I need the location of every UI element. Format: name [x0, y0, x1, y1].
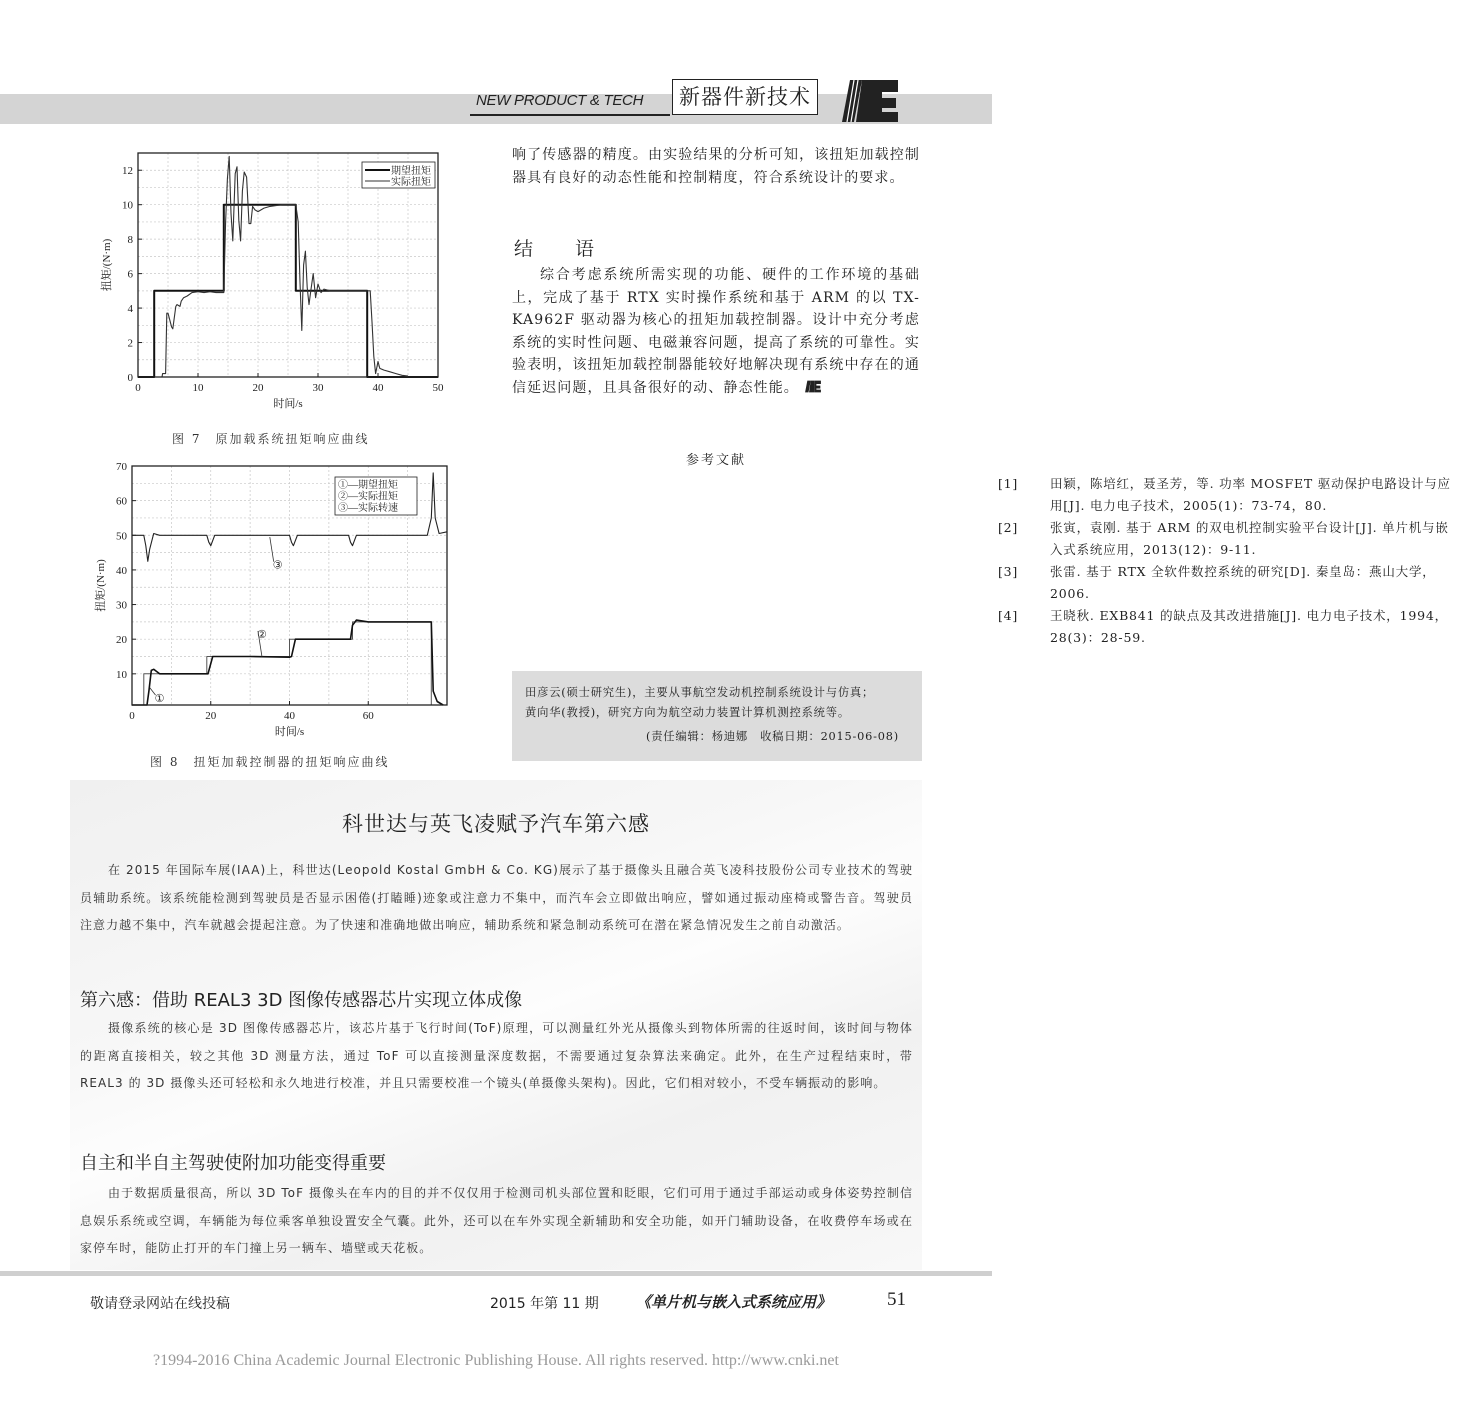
- news-heading-2: 第六感：借助 REAL3 3D 图像传感器芯片实现立体成像: [80, 990, 523, 1011]
- reference-text: 田颖，陈培红，聂圣芳，等. 功率 MOSFET 驱动保护电路设计与应用[J]. 电力电子技术，2005(1)：73-74，80.: [1050, 476, 1451, 513]
- reference-item: [998, 561, 1460, 605]
- x-tick-label: 20: [205, 710, 217, 722]
- news-paragraph-3: 由于数据质量很高，所以 3D ToF 摄像头在车内的目的并不仅仅用于检测司机头部位置和眨眼，它们可用于通过手部运动或身体姿势控制信息娱乐系统或空调，车辆能为每位乘客单独设置安全气囊。此外，还可以在车外实现全新辅助和安全功能，如开门辅助设备，在收费停车场或在家停车时，能防止打开的车门撞上另一辆车、墙壁或天花板。: [80, 1186, 913, 1255]
- footer-rule: [0, 1271, 992, 1276]
- x-axis-label: 时间/s: [274, 726, 305, 738]
- news-title: 科世达与英飞凌赋予汽车第六感: [342, 812, 650, 836]
- x-tick-label: 10: [192, 382, 204, 394]
- journal-logo-icon: [842, 78, 898, 124]
- conclusion-heading: 结 语: [514, 238, 613, 260]
- y-tick-label: 20: [116, 634, 127, 647]
- reference-text: 张寅，袁刚. 基于 ARM 的双电机控制实验平台设计[J]. 单片机与嵌入式系统应用，2013(12)：9-11.: [1050, 520, 1449, 557]
- reference-item: [998, 473, 1460, 517]
- legend-label-1: ①—期望扭矩: [338, 480, 398, 491]
- figure-8-chart: [95, 458, 460, 740]
- x-tick-label: 0: [135, 382, 141, 394]
- y-tick-label: 40: [116, 564, 127, 577]
- section-label-en: NEW PRODUCT & TECH: [476, 92, 644, 109]
- paragraph-results: 响了传感器的精度。由实验结果的分析可知，该扭矩加载控制器具有良好的动态性能和控制精度，符合系统设计的要求。: [512, 147, 920, 186]
- news-paragraph-1: 在 2015 年国际车展(IAA)上，科世达(Leopold Kostal GmbH & Co. KG)展示了基于摄像头且融合英飞凌科技股份公司专业技术的驾驶员辅助系统。该系统能检测到驾驶员是否显示困倦(打瞌睡)迹象或注意力不集中，而汽车会立即做出响应，譬如通过振动座椅或警告音。驾驶员注意力越不集中，汽车就越会提起注意。为了快速和准确地做出响应，辅助系统和紧急制动系统可在潜在紧急情况发生之前自动激活。: [80, 863, 913, 932]
- section-label-cn: 新器件新技术: [672, 79, 818, 115]
- figure-7-caption: 图 7 原加载系统扭矩响应曲线: [172, 432, 370, 446]
- footer-journal-name: 《单片机与嵌入式系统应用》: [636, 1293, 832, 1311]
- y-tick-label: 60: [116, 495, 127, 508]
- y-tick-label: 12: [122, 165, 133, 178]
- y-tick-label: 8: [127, 234, 133, 247]
- annotation-label-2: ②: [257, 628, 267, 641]
- y-tick-label: 10: [116, 668, 127, 681]
- x-tick-label: 40: [284, 710, 295, 722]
- figure-8-caption: 图 8 扭矩加载控制器的扭矩响应曲线: [150, 755, 390, 769]
- figure-7-chart: [95, 148, 460, 418]
- reference-number: [1]: [998, 476, 1019, 491]
- legend-label-2: 实际扭矩: [391, 177, 431, 188]
- conclusion-text: 综合考虑系统所需实现的功能、硬件的工作环境的基础上，完成了基于 RTX 实时操作系统和基于 ARM 的以 TX-KA962F 驱动器为核心的扭矩加载控制器。设计中充分考虑系统的实时性问题、电磁兼容问题，提高了系统的可靠性。实验表明，该扭矩加载控制器能较好地解决现有系统中存在的通信延迟问题，且具备很好的动、静态性能。: [512, 267, 920, 396]
- y-tick-label: 6: [127, 268, 133, 281]
- x-tick-label: 60: [362, 710, 374, 722]
- header-underline: [470, 114, 670, 116]
- y-tick-label: 2: [127, 337, 133, 350]
- page-number: 51: [887, 1289, 906, 1310]
- x-tick-label: 30: [312, 382, 324, 394]
- y-axis-label: 扭矩/(N·m): [101, 238, 113, 292]
- author-bio-box: [512, 671, 922, 761]
- references-heading: 参考文献: [685, 453, 746, 468]
- reference-item: [998, 517, 1460, 561]
- legend-label-1: 期望扭矩: [391, 166, 431, 177]
- author-bio-line: 黄向华(教授)，研究方向为航空动力装置计算机测控系统等。: [525, 706, 850, 719]
- author-bio-line: 田彦云(硕士研究生)，主要从事航空发动机控制系统设计与仿真；: [525, 686, 875, 699]
- x-tick-label: 50: [432, 382, 444, 394]
- y-tick-label: 70: [116, 461, 127, 473]
- footer-submission-note: 敬请登录网站在线投稿: [90, 1296, 230, 1312]
- conclusion-paragraph: [512, 264, 920, 399]
- y-tick-label: 4: [127, 303, 133, 316]
- copyright-notice: ?1994-2016 China Academic Journal Electronic Publishing House. All rights reserved. http://www.cnki.net: [153, 1352, 839, 1369]
- x-tick-label: 20: [252, 382, 264, 394]
- y-tick-label: 50: [116, 530, 127, 543]
- x-axis-label: 时间/s: [273, 398, 303, 410]
- editor-info: (责任编辑：杨迪娜 收稿日期：2015-06-08): [646, 730, 899, 743]
- annotation-label-3: ③: [272, 559, 283, 572]
- reference-number: [3]: [998, 564, 1019, 579]
- end-mark-logo-icon: [804, 380, 822, 393]
- y-axis-label: 扭矩/(N·m): [95, 559, 107, 612]
- legend-label-3: ③—实际转速: [338, 503, 398, 514]
- reference-text: 张雷. 基于 RTX 全软件数控系统的研究[D]. 秦皇岛：燕山大学，2006.: [1050, 564, 1436, 601]
- reference-text: 王晓秋. EXB841 的缺点及其改进措施[J]. 电力电子技术，1994，28(3)：28-59.: [1050, 608, 1448, 645]
- x-tick-label: 40: [372, 382, 384, 394]
- x-tick-label: 0: [129, 710, 135, 722]
- reference-list: [512, 473, 1451, 649]
- y-tick-label: 0: [127, 372, 133, 384]
- y-tick-label: 30: [116, 599, 127, 612]
- annotation-label-1: ①: [154, 693, 165, 706]
- footer-issue: 2015 年第 11 期: [490, 1296, 599, 1312]
- news-heading-3: 自主和半自主驾驶使附加功能变得重要: [80, 1153, 386, 1174]
- news-paragraph-2: 摄像系统的核心是 3D 图像传感器芯片，该芯片基于飞行时间(ToF)原理，可以测量红外光从摄像头到物体所需的往返时间，该时间与物体的距离直接相关，较之其他 3D 测量方法，通过 ToF 可以直接测量深度数据，不需要通过复杂算法来确定。此外，在生产过程结束时，带 REAL3 的 3D 摄像头还可轻松和永久地进行校准，并且只需要校准一个镜头(单摄像头架构)。因此，它们相对较小，不受车辆振动的影响。: [80, 1021, 913, 1090]
- reference-number: [4]: [998, 608, 1019, 623]
- y-tick-label: 10: [122, 199, 133, 212]
- reference-number: [2]: [998, 520, 1019, 535]
- reference-item: [998, 605, 1460, 649]
- legend-label-2: ②—实际扭矩: [338, 491, 398, 503]
